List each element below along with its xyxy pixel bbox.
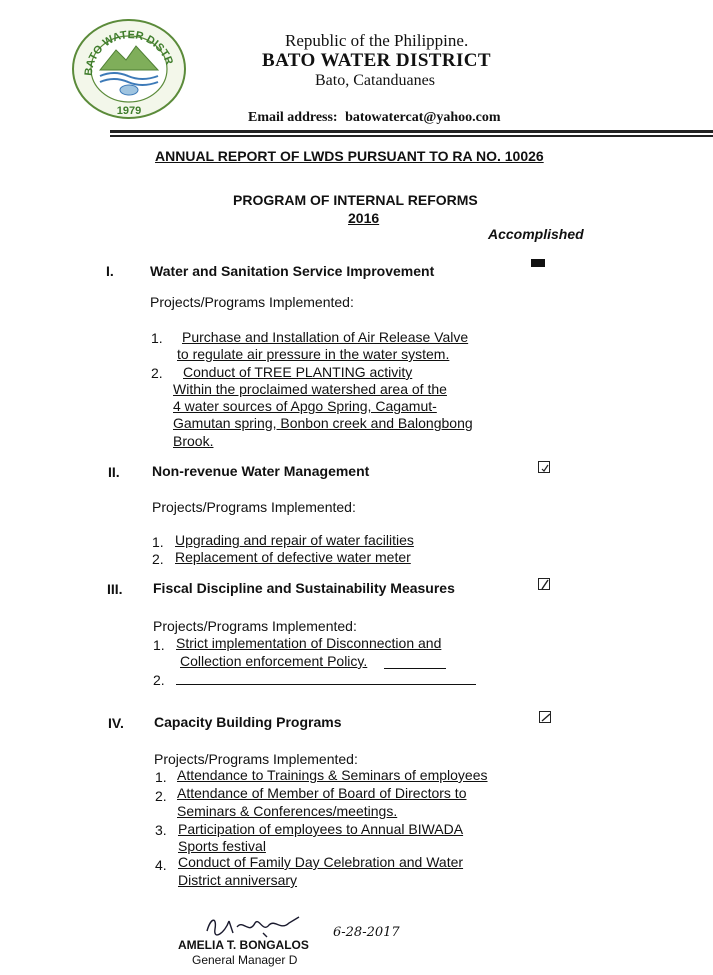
- section-2-item-2-line-1: Replacement of defective water meter: [175, 549, 411, 565]
- section-1-item-2-line-5: Brook.: [173, 433, 214, 449]
- section-1-label: Projects/Programs Implemented:: [150, 294, 354, 310]
- report-subtitle: PROGRAM OF INTERNAL REFORMS: [233, 192, 478, 208]
- report-title: ANNUAL REPORT OF LWDS PURSUANT TO RA NO. 10026: [155, 148, 544, 164]
- section-1-item-1-line-2: to regulate air pressure in the water system.: [177, 346, 450, 362]
- header-republic: Republic of the Philippine.: [285, 31, 469, 50]
- section-1-item-1-number: 1.: [151, 330, 163, 346]
- section-4-item-4-line-1: Conduct of Family Day Celebration and Water: [178, 854, 464, 870]
- section-4-item-2-line-1: Attendance of Member of Board of Directors to: [177, 785, 467, 801]
- section-1-checkmark: [531, 259, 545, 267]
- section-4-item-4-line-2: District anniversary: [178, 872, 298, 888]
- section-3-item-1-number: 1.: [153, 637, 165, 653]
- bato-water-district-seal: [70, 18, 188, 120]
- section-4-item-1-line-1: Attendance to Trainings & Seminars of employees: [177, 767, 488, 783]
- report-year: 2016: [348, 210, 380, 226]
- section-4-item-4-number: 4.: [155, 857, 167, 873]
- section-1-item-2-line-1: Conduct of TREE PLANTING activity: [183, 364, 413, 380]
- section-1-title: Water and Sanitation Service Improvement: [150, 263, 435, 279]
- signature-date: 6-28-2017: [333, 925, 400, 940]
- accomplished-column-header: Accomplished: [488, 226, 584, 242]
- section-3-item-1-line-1: Strict implementation of Disconnection and: [176, 635, 442, 651]
- section-4-checkbox: [539, 711, 551, 723]
- section-3-number: III.: [107, 581, 123, 597]
- section-2-item-1-number: 1.: [152, 534, 164, 550]
- header-location: Bato, Catanduanes: [315, 72, 435, 89]
- header-email-line: [248, 110, 501, 126]
- section-4-item-1-number: 1.: [155, 769, 167, 785]
- section-2-item-2-number: 2.: [152, 551, 164, 567]
- section-1-item-2-line-2: Within the proclaimed watershed area of the: [173, 381, 447, 397]
- section-3-item-1-line-2: Collection enforcement Policy.: [180, 653, 368, 669]
- section-1-item-2-number: 2.: [151, 365, 163, 381]
- section-4-label: Projects/Programs Implemented:: [154, 751, 358, 767]
- section-2-title: Non-revenue Water Management: [152, 463, 370, 479]
- section-1-number: I.: [106, 263, 114, 279]
- section-2-number: II.: [108, 464, 120, 480]
- section-2-item-1-line-1: Upgrading and repair of water facilities: [175, 532, 414, 548]
- section-2-checkbox: [538, 461, 550, 473]
- section-4-number: IV.: [108, 715, 124, 731]
- section-4-title: Capacity Building Programs: [154, 714, 342, 730]
- section-3-checkbox: [538, 578, 550, 590]
- section-4-item-2-number: 2.: [155, 788, 167, 804]
- section-3-item-1-underline: [384, 668, 446, 669]
- email-address: batowatercat@yahoo.com: [345, 110, 501, 125]
- header-org-name: BATO WATER DISTRICT: [262, 50, 491, 71]
- seal-arc-text: BATO WATER DISTR: [82, 29, 176, 77]
- signatory-title: General Manager D: [192, 953, 298, 967]
- section-1-item-1-line-1: Purchase and Installation of Air Release Valve: [182, 329, 469, 345]
- header-rule-bottom: [110, 135, 713, 137]
- section-2-label: Projects/Programs Implemented:: [152, 499, 356, 515]
- section-4-item-3-line-1: Participation of employees to Annual BIWADA: [178, 821, 464, 837]
- seal-year: 1979: [116, 105, 142, 117]
- section-3-title: Fiscal Discipline and Sustainability Measures: [153, 580, 455, 596]
- section-1-item-2-line-3: 4 water sources of Apgo Spring, Cagamut-: [173, 398, 437, 414]
- email-label: Email address:: [248, 110, 338, 125]
- signatory-name: AMELIA T. BONGALOS: [178, 938, 309, 952]
- section-4-item-3-number: 3.: [155, 822, 167, 838]
- section-4-item-3-line-2: Sports festival: [178, 838, 266, 854]
- section-3-label: Projects/Programs Implemented:: [153, 618, 357, 634]
- section-3-item-2-number: 2.: [153, 672, 165, 688]
- header-rule-top: [110, 130, 713, 133]
- section-1-item-2-line-4: Gamutan spring, Bonbon creek and Balongbong: [173, 415, 473, 431]
- section-4-item-2-line-2: Seminars & Conferences/meetings.: [177, 803, 398, 819]
- section-3-item-2-blank-line: [176, 684, 476, 685]
